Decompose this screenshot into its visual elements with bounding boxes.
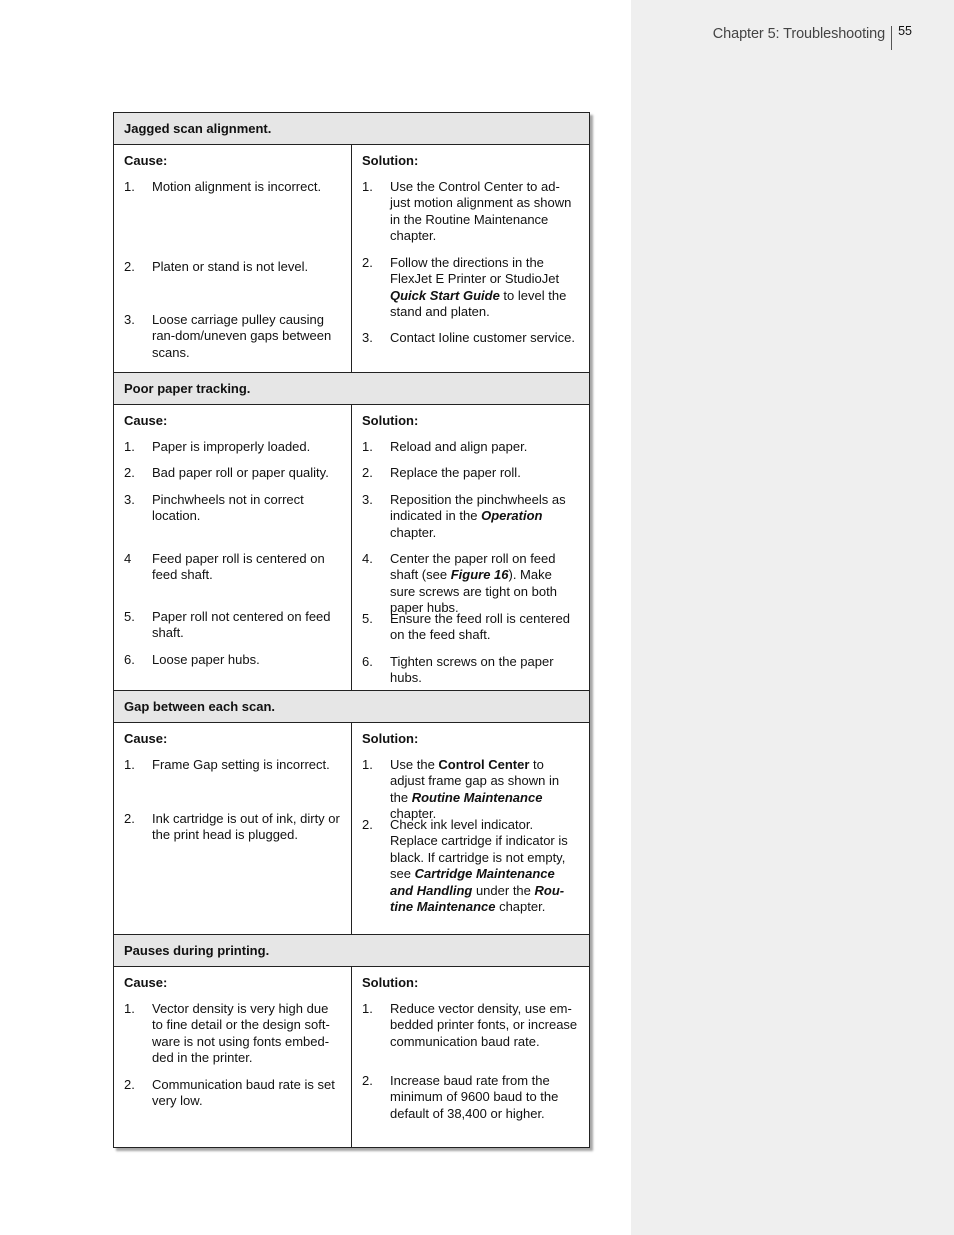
item-number: 2. bbox=[362, 465, 373, 480]
solution-label: Solution: bbox=[362, 153, 419, 168]
item-number: 1. bbox=[362, 439, 373, 454]
solution-item bbox=[362, 330, 579, 346]
item-text: Use the Control Center to adjust frame gap as shown in the Routine Maintenance chapter. bbox=[390, 757, 560, 822]
solution-column bbox=[352, 145, 589, 372]
cause-column bbox=[114, 405, 352, 690]
section-body bbox=[114, 723, 589, 935]
cause-item bbox=[124, 312, 341, 361]
section-title: Pauses during printing. bbox=[114, 935, 589, 967]
item-text: Replace the paper roll. bbox=[390, 465, 521, 480]
item-text: Contact Ioline customer service. bbox=[390, 330, 575, 345]
item-text: Reload and align paper. bbox=[390, 439, 528, 454]
item-text: Ink cartridge is out of ink, dirty or the print head is plugged. bbox=[152, 811, 340, 843]
solution-item bbox=[362, 179, 579, 245]
item-number: 1. bbox=[124, 1001, 135, 1016]
item-text: Feed paper roll is centered on feed shaft. bbox=[152, 551, 325, 583]
item-number: 6. bbox=[362, 654, 373, 669]
cause-item bbox=[124, 465, 341, 481]
cause-column bbox=[114, 967, 352, 1147]
item-number: 1. bbox=[362, 179, 373, 194]
item-number: 4. bbox=[362, 551, 373, 566]
cause-item bbox=[124, 259, 341, 275]
item-number: 1. bbox=[124, 179, 135, 194]
item-number: 2. bbox=[362, 1073, 373, 1088]
solution-label: Solution: bbox=[362, 413, 419, 428]
solution-item bbox=[362, 611, 579, 644]
item-number: 5. bbox=[362, 611, 373, 626]
item-text: Reduce vector density, use em-bedded printer fonts, or increase communication baud rate. bbox=[390, 1001, 578, 1049]
item-number: 1. bbox=[362, 1001, 373, 1016]
cause-item bbox=[124, 439, 341, 455]
item-number: 1. bbox=[124, 439, 135, 454]
chapter-title: Chapter 5: Troubleshooting bbox=[712, 26, 886, 42]
item-number: 3. bbox=[362, 492, 373, 507]
cause-item bbox=[124, 179, 341, 195]
item-number: 1. bbox=[362, 757, 373, 772]
item-text: Motion alignment is incorrect. bbox=[152, 179, 322, 194]
solution-item bbox=[362, 817, 579, 915]
solution-column bbox=[352, 967, 589, 1147]
item-text: Ensure the feed roll is centered on the feed shaft. bbox=[390, 611, 570, 643]
section-title: Gap between each scan. bbox=[114, 691, 589, 723]
item-text: Frame Gap setting is incorrect. bbox=[152, 757, 330, 772]
item-number: 5. bbox=[124, 609, 135, 624]
solution-label: Solution: bbox=[362, 731, 419, 746]
item-number: 1. bbox=[124, 757, 135, 772]
running-head bbox=[713, 24, 912, 50]
cause-label: Cause: bbox=[124, 731, 168, 746]
section-body bbox=[114, 405, 589, 691]
solution-column bbox=[352, 723, 589, 934]
solution-item bbox=[362, 551, 579, 617]
item-text: Vector density is very high due to fine detail or the design soft-ware is not using fonts embed-ded in the printer. bbox=[152, 1001, 330, 1066]
cause-label: Cause: bbox=[124, 153, 168, 168]
solution-item bbox=[362, 654, 579, 687]
cause-item bbox=[124, 811, 341, 844]
item-text: Reposition the pinchwheels as indicated in the Operation chapter. bbox=[390, 492, 566, 540]
item-text: Paper roll not centered on feed shaft. bbox=[152, 609, 331, 641]
item-number: 3. bbox=[362, 330, 373, 345]
solution-item bbox=[362, 439, 579, 455]
item-text: Communication baud rate is set very low. bbox=[152, 1077, 335, 1109]
side-panel bbox=[631, 0, 954, 1235]
cause-item bbox=[124, 551, 341, 584]
item-text: Increase baud rate from the minimum of 9600 baud to the default of 38,400 or higher. bbox=[390, 1073, 559, 1121]
item-number: 3. bbox=[124, 492, 135, 507]
item-text: Pinchwheels not in correct location. bbox=[152, 492, 304, 524]
item-number: 6. bbox=[124, 652, 135, 667]
item-number: 2. bbox=[124, 465, 135, 480]
solution-item bbox=[362, 492, 579, 541]
solution-item bbox=[362, 757, 579, 823]
cause-item bbox=[124, 757, 341, 773]
cause-item bbox=[124, 652, 341, 668]
solution-label: Solution: bbox=[362, 975, 419, 990]
cause-item bbox=[124, 492, 341, 525]
section-body bbox=[114, 967, 589, 1147]
item-text: Tighten screws on the paper hubs. bbox=[390, 654, 554, 686]
cause-item bbox=[124, 1001, 341, 1067]
section-title: Jagged scan alignment. bbox=[114, 113, 589, 145]
item-number: 2. bbox=[124, 811, 135, 826]
item-number: 2. bbox=[124, 259, 135, 274]
solution-item bbox=[362, 255, 579, 321]
item-text: Loose carriage pulley causing ran-dom/uneven gaps between scans. bbox=[152, 312, 332, 360]
item-number: 2. bbox=[362, 817, 373, 832]
item-text: Loose paper hubs. bbox=[152, 652, 260, 667]
item-text: Follow the directions in the FlexJet E Printer or StudioJet Quick Start Guide to level the stand and platen. bbox=[390, 255, 567, 320]
item-text: Bad paper roll or paper quality. bbox=[152, 465, 329, 480]
item-text: Use the Control Center to ad-just motion alignment as shown in the Routine Maintenance chapter. bbox=[390, 179, 572, 244]
cause-label: Cause: bbox=[124, 975, 168, 990]
item-number: 2. bbox=[124, 1077, 135, 1092]
item-text: Check ink level indicator. Replace cartridge if indicator is black. If cartridge is not empty, see Cartridge Maintenance and Handling under the Rou-tine Maintenance chapter. bbox=[390, 817, 568, 915]
item-text: Platen or stand is not level. bbox=[152, 259, 309, 274]
item-number: 4 bbox=[124, 551, 132, 566]
cause-item bbox=[124, 1077, 341, 1110]
header-divider bbox=[891, 26, 892, 50]
section-body bbox=[114, 145, 589, 373]
cause-label: Cause: bbox=[124, 413, 168, 428]
cause-column bbox=[114, 723, 352, 934]
solution-item bbox=[362, 465, 579, 481]
cause-item bbox=[124, 609, 341, 642]
solution-item bbox=[362, 1001, 579, 1050]
page-number: 55 bbox=[898, 24, 912, 38]
troubleshooting-table bbox=[113, 112, 590, 1148]
item-number: 3. bbox=[124, 312, 135, 327]
solution-item bbox=[362, 1073, 579, 1122]
solution-column bbox=[352, 405, 589, 690]
item-text: Paper is improperly loaded. bbox=[152, 439, 311, 454]
item-text: Center the paper roll on feed shaft (see Figure 16). Make sure screws are tight on both paper hubs. bbox=[390, 551, 557, 616]
cause-column bbox=[114, 145, 352, 372]
section-title: Poor paper tracking. bbox=[114, 373, 589, 405]
item-number: 2. bbox=[362, 255, 373, 270]
